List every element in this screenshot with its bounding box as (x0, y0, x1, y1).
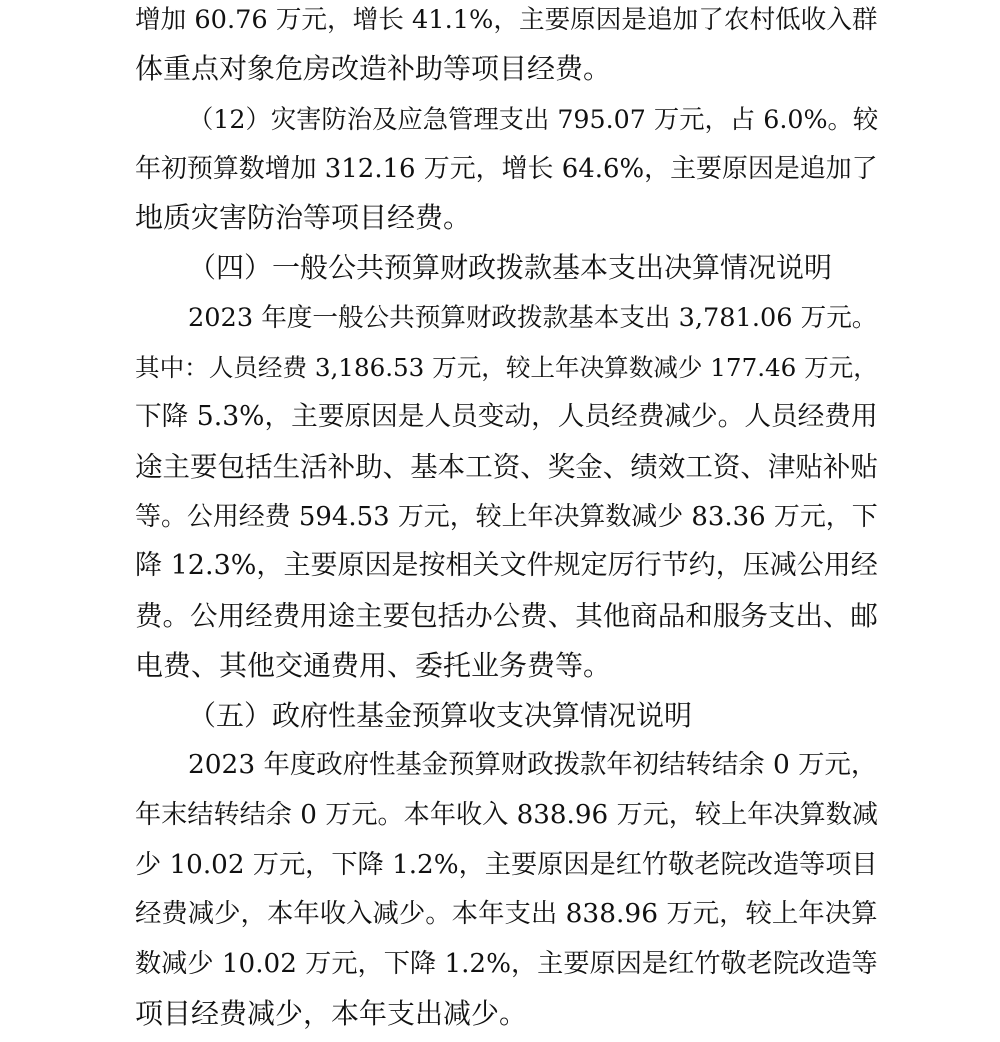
body-text-line: 等。公用经费 594.53 万元，较上年决算数减少 83.36 万元，下 (135, 502, 878, 532)
body-text-line: 少 10.02 万元，下降 1.2%，主要原因是红竹敬老院改造等项目 (135, 850, 878, 880)
body-text-line: 其中：人员经费 3,186.53 万元，较上年决算数减少 177.46 万元， (135, 353, 878, 382)
body-text-line: 降 12.3%，主要原因是按相关文件规定厉行节约，压减公用经 (135, 550, 878, 581)
body-text-line: 经费减少，本年收入减少。本年支出 838.96 万元，较上年决算 (135, 898, 878, 929)
body-text-line: 年初预算数增加 312.16 万元，增长 64.6%，主要原因是追加了 (135, 154, 878, 184)
body-text-line: 途主要包括生活补助、基本工资、奖金、绩效工资、津贴补贴 (135, 451, 878, 483)
body-text-line: 年末结转结余 0 万元。本年收入 838.96 万元，较上年决算数减 (135, 800, 879, 830)
body-text-line: 费。公用经费用途主要包括办公费、其他商品和服务支出、邮 (135, 600, 878, 632)
section-heading-4: （四）一般公共预算财政拨款基本支出决算情况说明 (188, 251, 833, 284)
body-text-line: 2023 年度政府性基金预算财政拨款年初结转结余 0 万元， (188, 750, 878, 780)
body-text-line: （12）灾害防治及应急管理支出 795.07 万元，占 6.0%。较 (188, 104, 879, 134)
section-heading-5: （五）政府性基金预算收支决算情况说明 (188, 699, 693, 732)
body-text-line: 2023 年度一般公共预算财政拨款基本支出 3,781.06 万元。 (188, 303, 878, 333)
body-text-line: 电费、其他交通费用、委托业务费等。 (135, 649, 612, 682)
body-text-line: 地质灾害防治等项目经费。 (135, 201, 472, 234)
body-text-line: 体重点对象危房改造补助等项目经费。 (135, 52, 612, 85)
body-text-line: 项目经费减少，本年支出减少。 (135, 997, 528, 1030)
body-text-line: 数减少 10.02 万元，下降 1.2%，主要原因是红竹敬老院改造等 (135, 949, 878, 979)
body-text-line: 增加 60.76 万元，增长 41.1%，主要原因是追加了农村低收入群 (135, 5, 878, 35)
body-text-line: 下降 5.3%，主要原因是人员变动，人员经费减少。人员经费用 (135, 401, 878, 432)
